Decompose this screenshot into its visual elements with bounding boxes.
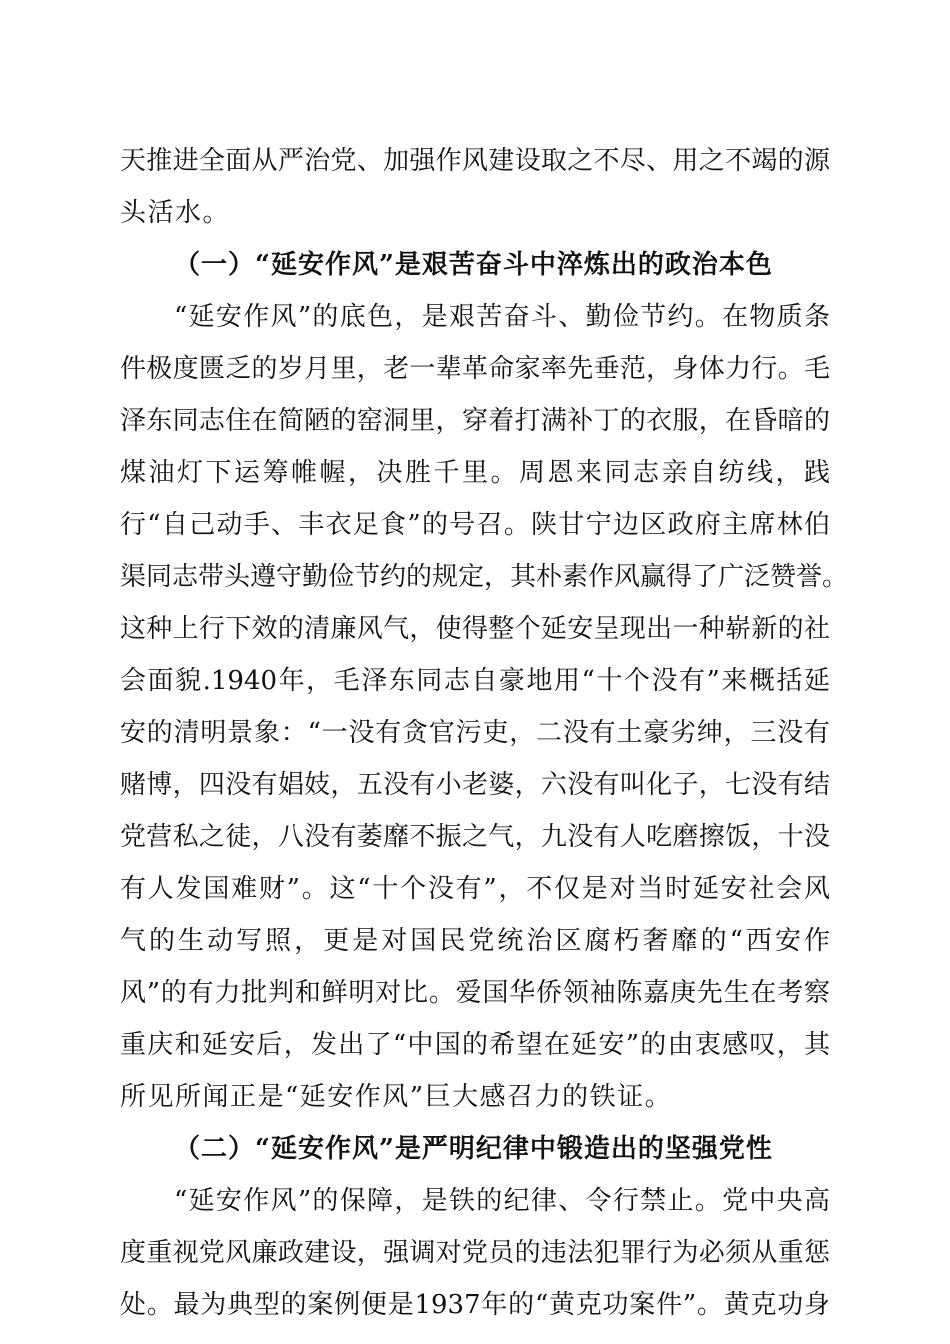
paragraph-line: 风”的有力批判和鲜明对比。爱国华侨领袖陈嘉庚先生在考察 bbox=[120, 978, 830, 1008]
paragraph-line: 天推进全面从严治党、加强作风建设取之不尽、用之不竭的源 bbox=[120, 146, 830, 176]
paragraph-line: 泽东同志住在简陋的窑洞里，穿着打满补丁的衣服，在昏暗的 bbox=[120, 406, 830, 436]
paragraph-line: 有人发国难财”。这“十个没有”，不仅是对当时延安社会风 bbox=[120, 874, 830, 904]
section-heading-1: （一）“延安作风”是艰苦奋斗中淬炼出的政治本色 bbox=[174, 250, 773, 280]
paragraph-line: 所见所闻正是“延安作风”巨大感召力的铁证。 bbox=[120, 1082, 673, 1112]
paragraph-line: 件极度匮乏的岁月里，老一辈革命家率先垂范，身体力行。毛 bbox=[120, 354, 830, 384]
paragraph-line: 这种上行下效的清廉风气，使得整个延安呈现出一种崭新的社 bbox=[120, 614, 830, 644]
paragraph-line: 党营私之徒，八没有萎靡不振之气，九没有人吃磨擦饭，十没 bbox=[120, 822, 830, 852]
document-body bbox=[120, 135, 849, 1331]
paragraph-line: 煤油灯下运筹帷幄，决胜千里。周恩来同志亲自纺线，践 bbox=[120, 458, 830, 488]
paragraph-line: 赌博，四没有娼妓，五没有小老婆，六没有叫化子，七没有结 bbox=[120, 770, 830, 800]
section-heading-2: （二）“延安作风”是严明纪律中锻造出的坚强党性 bbox=[174, 1134, 773, 1164]
paragraph-line: 气的生动写照，更是对国民党统治区腐朽奢靡的“西安作 bbox=[120, 926, 830, 956]
paragraph-line: 头活水。 bbox=[120, 198, 231, 228]
paragraph-line: 安的清明景象：“一没有贪官污吏，二没有土豪劣绅，三没有 bbox=[120, 718, 830, 748]
paragraph-line: “延安作风”的保障，是铁的纪律、令行禁止。党中央高 bbox=[174, 1186, 830, 1216]
paragraph-line: 重庆和延安后，发出了“中国的希望在延安”的由衷感叹，其 bbox=[120, 1030, 830, 1060]
paragraph-line: 处。最为典型的案例便是1937年的“黄克功案件”。黄克功身 bbox=[120, 1290, 830, 1320]
paragraph-line: 度重视党风廉政建设，强调对党员的违法犯罪行为必须从重惩 bbox=[120, 1238, 830, 1268]
paragraph-line: “延安作风”的底色，是艰苦奋斗、勤俭节约。在物质条 bbox=[174, 302, 830, 332]
paragraph-line: 渠同志带头遵守勤俭节约的规定，其朴素作风赢得了广泛赞誉。 bbox=[120, 562, 849, 592]
paragraph-line: 会面貌.1940年，毛泽东同志自豪地用“十个没有”来概括延 bbox=[120, 666, 830, 696]
paragraph-line: 行“自己动手、丰衣足食”的号召。陕甘宁边区政府主席林伯 bbox=[120, 510, 830, 540]
